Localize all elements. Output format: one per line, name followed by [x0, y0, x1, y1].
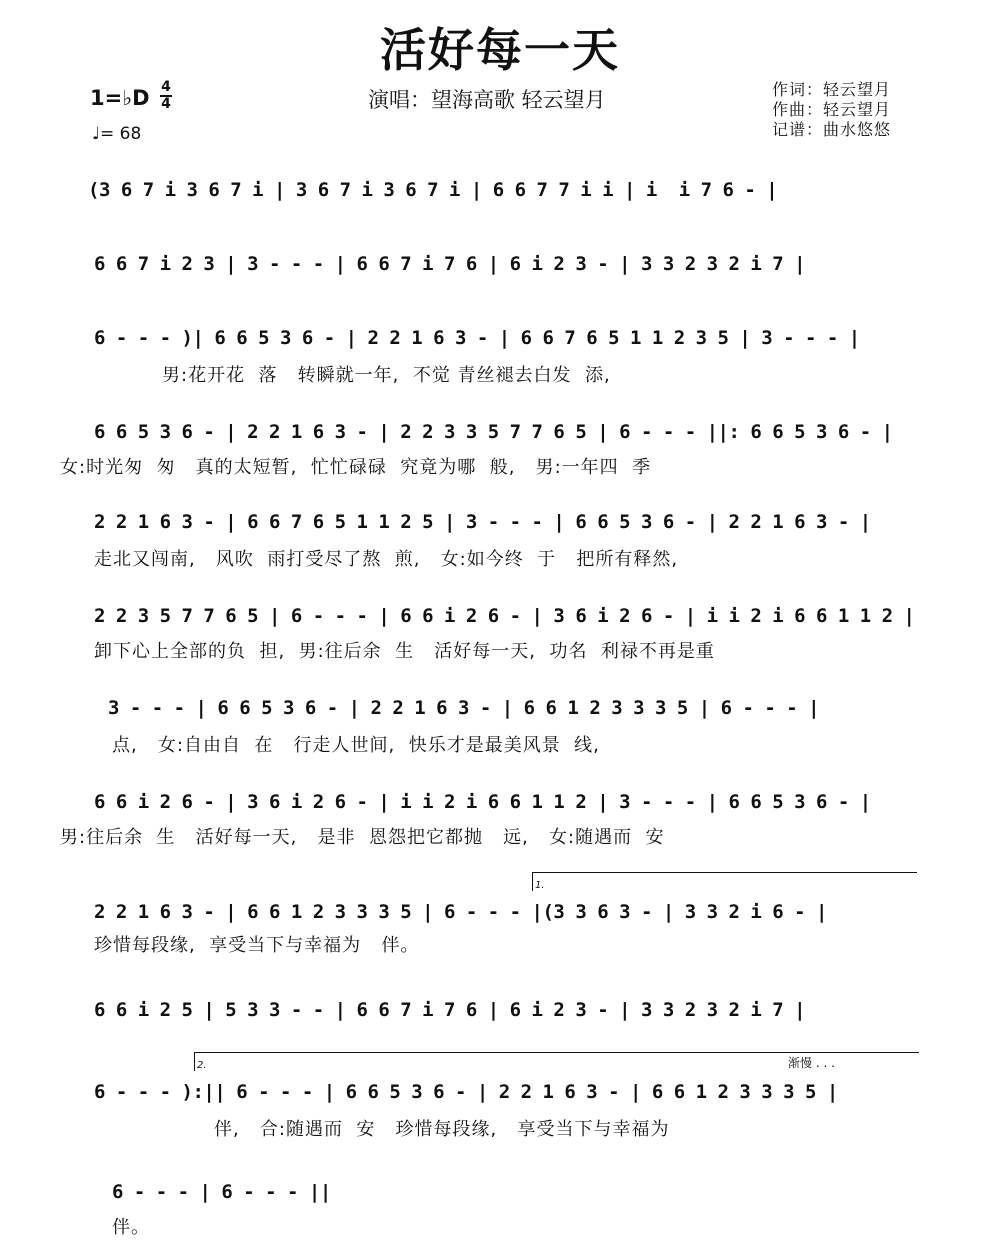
tempo-marking: ♩= 68 [92, 124, 142, 144]
system-6-notes: 2 2 3 5 7 7 6 5 | 6 - - - | 6 6 i 2 6 - | 3 6 i 2 6 - | i i 2 i 6 6 1 1 2 | [94, 605, 915, 627]
ritardando-marking: 渐慢 . . . [788, 1056, 835, 1070]
time-signature [160, 80, 172, 112]
credits [772, 80, 891, 140]
system-9-lyrics: 珍惜每段缘, 享受当下与幸福为 伴。 [94, 935, 420, 956]
system-8-notes: 6 6 i 2 6 - | 3 6 i 2 6 - | i i 2 i 6 6 1 1 2 | 3 - - - | 6 6 5 3 6 - | [94, 791, 871, 813]
second-ending-bracket [194, 1052, 919, 1071]
first-ending-label: 1. [535, 880, 545, 891]
system-2-notes: 6 6 7 i 2 3 | 3 - - - | 6 6 7 i 7 6 | 6 i 2 3 - | 3 3 2 3 2 i 7 | [94, 253, 806, 275]
system-7-lyrics: 点, 女:自由自 在 行走人世间, 快乐才是最美风景 线, [112, 735, 600, 756]
transcriber: 记谱：曲水悠悠 [772, 120, 892, 139]
system-11-lyrics: 伴, 合:随遇而 安 珍惜每段缘, 享受当下与幸福为 [214, 1119, 670, 1140]
system-3-lyrics: 男:花开花 落 转瞬就一年, 不觉 青丝褪去白发 添, [162, 365, 611, 386]
system-8-lyrics: 男:往后余 生 活好每一天, 是非 恩怨把它都抛 远, 女:随遇而 安 [60, 827, 665, 848]
song-title: 活好每一天 [380, 23, 620, 77]
system-9-notes: 2 2 1 6 3 - | 6 6 1 2 3 3 3 5 | 6 - - - |(3 3 6 3 - | 3 3 2 i 6 - | [94, 901, 827, 923]
composer: 作曲：轻云望月 [772, 100, 892, 119]
system-6-lyrics: 卸下心上全部的负 担, 男:往后余 生 活好每一天, 功名 利禄不再是重 [94, 641, 715, 662]
system-7-notes: 3 - - - | 6 6 5 3 6 - | 2 2 1 6 3 - | 6 6 1 2 3 3 3 5 | 6 - - - | [108, 697, 820, 719]
system-5-lyrics: 走北又闯南, 风吹 雨打受尽了熬 煎, 女:如今终 于 把所有释然, [94, 549, 679, 570]
system-4-lyrics: 女:时光匆 匆 真的太短暂, 忙忙碌碌 究竟为哪 般, 男:一年四 季 [60, 457, 652, 478]
lyricist: 作词：轻云望月 [772, 80, 892, 99]
singers: 演唱：望海高歌 轻云望月 [368, 88, 606, 112]
system-12-lyrics: 伴。 [112, 1217, 150, 1238]
second-ending-label: 2. [197, 1060, 207, 1071]
system-1-notes: (3 6 7 i 3 6 7 i | 3 6 7 i 3 6 7 i | 6 6 7 7 i i | i i 7 6 - | [88, 179, 778, 201]
time-signature-top: 4 [161, 79, 171, 95]
system-3-notes: 6 - - - )| 6 6 5 3 6 - | 2 2 1 6 3 - | 6 6 7 6 5 1 1 2 3 5 | 3 - - - | [94, 327, 860, 349]
system-11-notes: 6 - - - ):|| 6 - - - | 6 6 5 3 6 - | 2 2 1 6 3 - | 6 6 1 2 3 3 3 5 | [94, 1081, 838, 1103]
time-signature-bottom: 4 [161, 96, 171, 112]
first-ending-bracket [532, 872, 917, 891]
system-10-notes: 6 6 i 2 5 | 5 3 3 - - | 6 6 7 i 7 6 | 6 i 2 3 - | 3 3 2 3 2 i 7 | [94, 999, 806, 1021]
system-4-notes: 6 6 5 3 6 - | 2 2 1 6 3 - | 2 2 3 3 5 7 7 6 5 | 6 - - - ||: 6 6 5 3 6 - | [94, 421, 893, 443]
system-12-notes: 6 - - - | 6 - - - || [112, 1181, 331, 1203]
system-5-notes: 2 2 1 6 3 - | 6 6 7 6 5 1 1 2 5 | 3 - - - | 6 6 5 3 6 - | 2 2 1 6 3 - | [94, 511, 871, 533]
key-signature: 1=♭D [90, 86, 150, 110]
